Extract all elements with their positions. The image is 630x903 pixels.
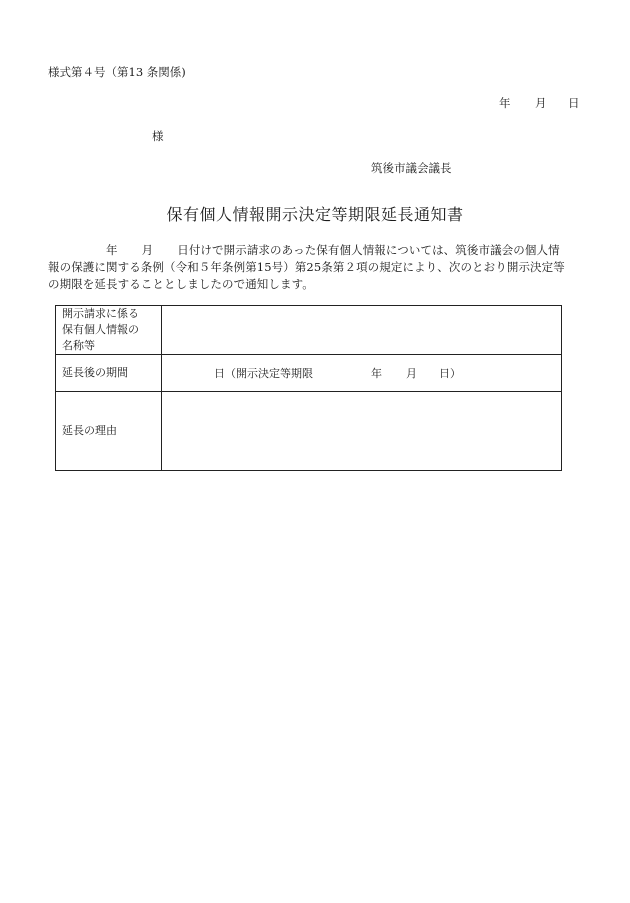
notice-table	[55, 305, 562, 471]
body-line-3: の期限を延長することとしましたので通知します。	[48, 277, 314, 291]
sender-name: 筑後市議会議長	[371, 161, 452, 175]
date-month-label: 月	[535, 96, 547, 110]
period-day-text: 日（開示決定等期限	[214, 367, 313, 380]
date-year-label: 年	[499, 96, 511, 110]
body-line-1	[48, 242, 560, 258]
period-month-label: 月	[406, 367, 417, 380]
extended-period-value	[162, 355, 562, 392]
body-line-1-text: 日付けで開示請求のあった保有個人情報については、筑後市議会の個人情	[177, 243, 560, 257]
date-day-label: 日	[568, 96, 580, 110]
document-title: 保有個人情報開示決定等期限延長通知書	[166, 205, 464, 224]
info-name-label-line-3: 名称等	[62, 339, 95, 352]
info-name-label-line-2: 保有個人情報の	[62, 323, 139, 336]
body-month-label: 月	[141, 243, 154, 257]
body-line-2: 報の保護に関する条例（令和５年条例第15号）第25条第２項の規定により、次のとおり開示決定等	[48, 260, 565, 274]
table-row-info-name	[56, 306, 562, 355]
table-row-extended-period	[56, 355, 562, 392]
form-number: 様式第４号（第13 条関係)	[48, 65, 186, 79]
table-row-reason	[56, 392, 562, 471]
body-year-label: 年	[106, 243, 118, 257]
addressee-suffix: 様	[152, 129, 164, 143]
period-year-label: 年	[371, 367, 382, 380]
info-name-label-line-1: 開示請求に係る	[62, 307, 139, 320]
reason-label: 延長の理由	[56, 392, 162, 471]
info-name-label	[56, 306, 162, 355]
info-name-value	[162, 306, 562, 355]
reason-value	[162, 392, 562, 471]
period-close-text: 日）	[439, 367, 461, 380]
extended-period-label: 延長後の期間	[56, 355, 162, 392]
